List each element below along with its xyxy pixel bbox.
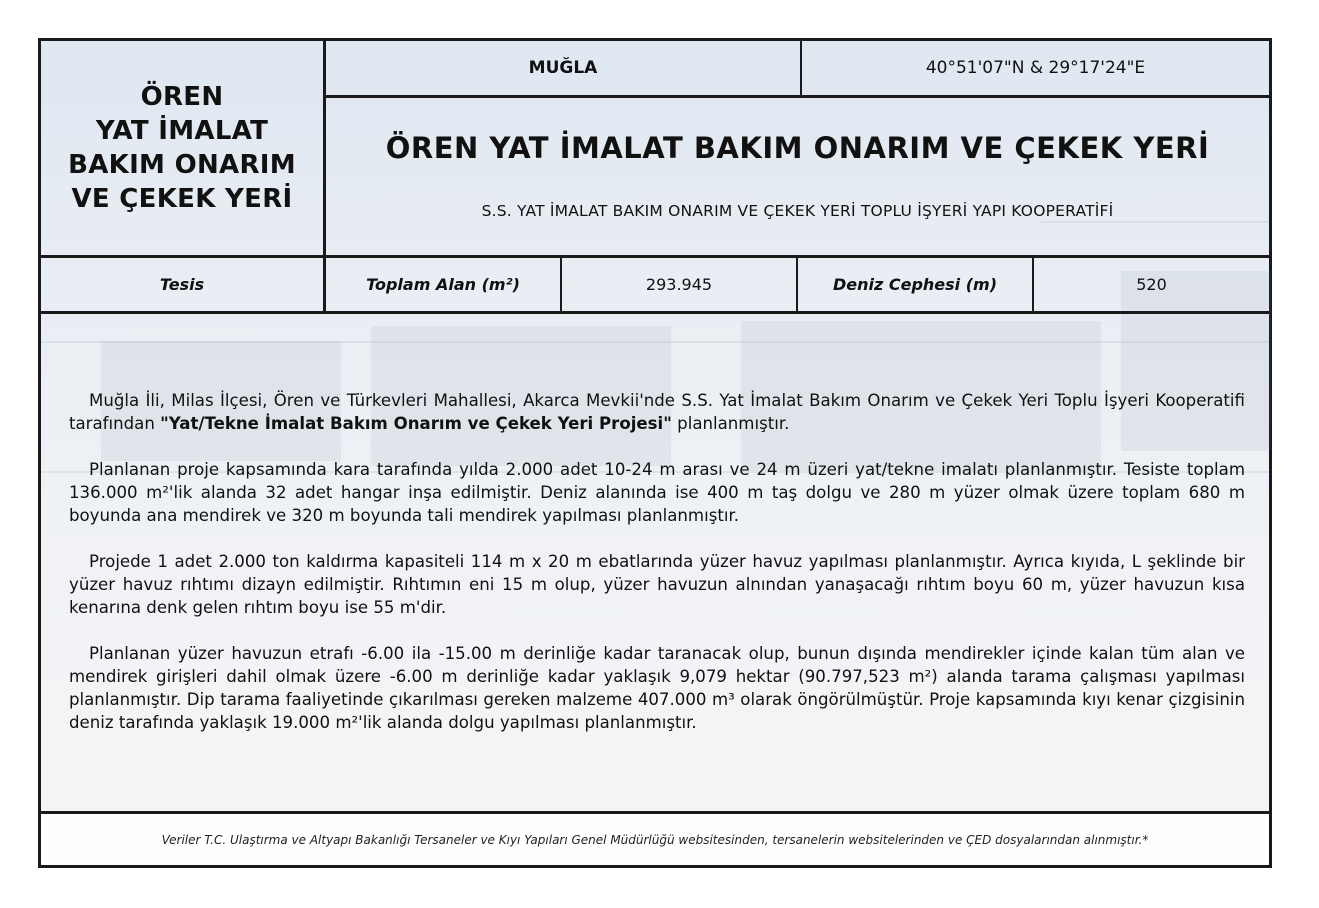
description-paragraph-1: Muğla İli, Milas İlçesi, Ören ve Türkevleri Mahallesi, Akarca Mevkii'nde S.S. Yat İmalat Bakım Onarım ve Çekek Yeri Toplu İşyeri Kooperatifi tarafından "Yat/Tekne İmalat Bakım Onarım ve Çekek Yeri Projesi" planlanmıştır.: [69, 391, 1245, 433]
total-area-value: 293.945: [645, 275, 713, 294]
source-footnote: Veriler T.C. Ulaştırma ve Altyapı Bakanlığı Tersaneler ve Kıyı Yapıları Genel Müdürlüğü websitesinden, tersanelerin websitelerinden ve ÇED dosyalarından alınmıştır.*: [41, 814, 1269, 865]
left-title-line: BAKIM ONARIM: [68, 150, 296, 180]
info-card: [38, 38, 1272, 868]
page-subtitle: S.S. YAT İMALAT BAKIM ONARIM VE ÇEKEK YERİ TOPLU İŞYERİ YAPI KOOPERATİFİ: [481, 202, 1114, 220]
left-title: [41, 41, 323, 255]
left-title-line: ÖREN: [140, 82, 224, 112]
total-area-label: Toplam Alan (m²): [366, 275, 520, 294]
page-title: ÖREN YAT İMALAT BAKIM ONARIM VE ÇEKEK YERİ: [385, 131, 1210, 165]
description-paragraph-2: Planlanan proje kapsamında kara tarafında yılda 2.000 adet 10-24 m arası ve 24 m üzeri yat/tekne imalatı planlanmıştır. Tesiste toplam 136.000 m²'lik alanda 32 adet hangar inşa edilmiştir. Deniz alanında ise 400 m taş dolgu ve 280 m yüzer olmak üzere toplam 680 m boyunda ana mendirek ve 320 m boyunda tali mendirek yapılması planlanmıştır.: [69, 460, 1245, 525]
sea-front-label: Deniz Cephesi (m): [832, 275, 998, 294]
project-description: [69, 389, 1245, 757]
divider-info-bottom: [41, 311, 1269, 314]
description-paragraph-4: Planlanan yüzer havuzun etrafı -6.00 ila -15.00 m derinliğe kadar taranacak olup, bunun dışında mendirekler içinde kalan tüm alan ve mendirek girişleri dahil olmak üzere -6.00 m derinliğe kadar yaklaşık 9,079 hektar (90.797,523 m²) alanda tarama çalışması yapılması planlanmıştır. Dip tarama faaliyetinde çıkarılması gereken malzeme 407.000 m³ olarak öngörülmüştür. Proje kapsamında kıyı kenar çizgisinin deniz tarafında yaklaşık 19.000 m²'lik alanda dolgu yapılması planlanmıştır.: [69, 644, 1245, 732]
background-roof-line: [41, 341, 1269, 343]
left-title-line: VE ÇEKEK YERİ: [71, 184, 293, 214]
coordinates: 40°51'07"N & 29°17'24"E: [925, 58, 1146, 78]
description-paragraph-3: Projede 1 adet 2.000 ton kaldırma kapasiteli 114 m x 20 m ebatlarında yüzer havuz yapılması planlanmıştır. Ayrıca kıyıda, L şeklinde bir yüzer havuz rıhtımı dizayn edilmiştir. Rıhtımın eni 15 m olup, yüzer havuzun alnından yanaşacağı rıhtım boyu 60 m, yüzer havuzun kısa kenarına denk gelen rıhtım boyu ise 55 m'dir.: [69, 552, 1245, 617]
left-title-line: YAT İMALAT: [95, 116, 269, 146]
facility-label: Tesis: [159, 275, 205, 294]
region-label: MUĞLA: [528, 58, 598, 78]
sea-front-value: 520: [1136, 275, 1167, 294]
project-name: "Yat/Tekne İmalat Bakım Onarım ve Çekek Yeri Projesi": [160, 414, 672, 433]
